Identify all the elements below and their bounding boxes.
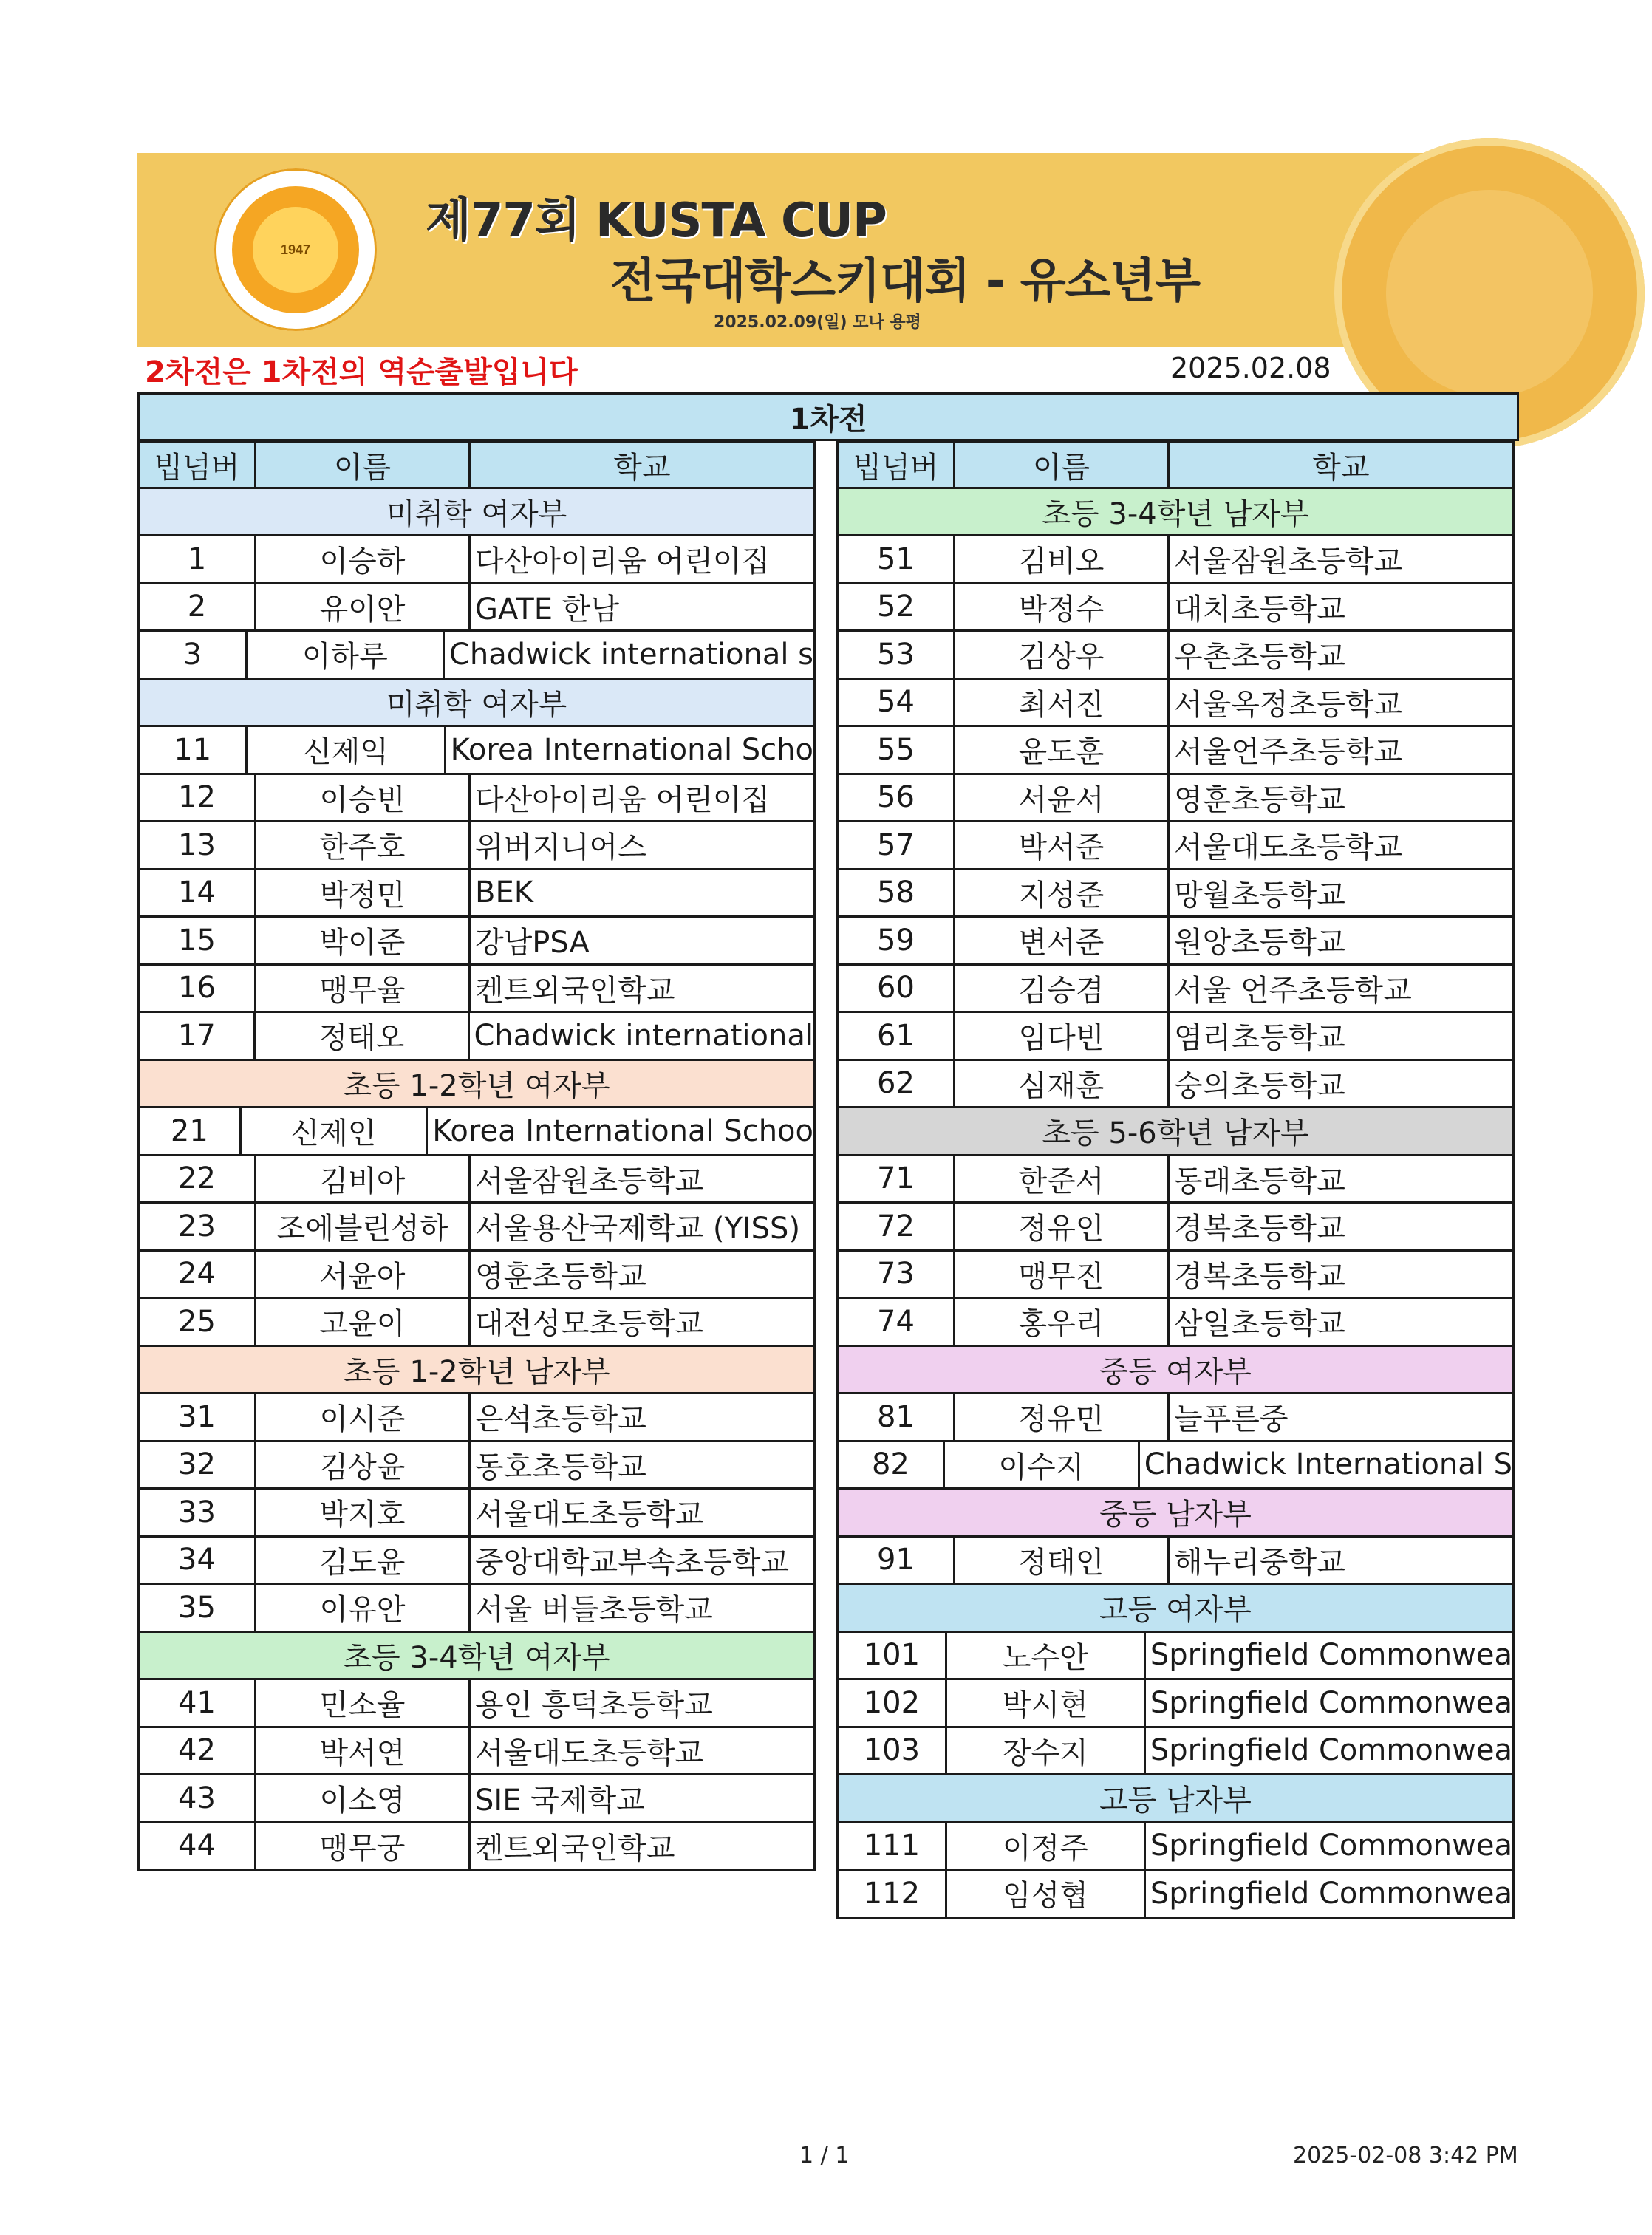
school-name: 서울언주초등학교 — [1174, 735, 1403, 770]
school-name: 강남PSA — [475, 926, 590, 960]
bib-number: 74 — [839, 1299, 955, 1345]
category-row: 초등 3-4학년 여자부 — [137, 1633, 816, 1681]
school-name: Springfield Commonwea — [1150, 1829, 1512, 1863]
bib-number: 53 — [839, 632, 955, 678]
category-row: 미취학 여자부 — [137, 680, 816, 728]
bib-number: 112 — [839, 1871, 947, 1917]
school-name: 서울옥정초등학교 — [1174, 687, 1403, 722]
school-name: Springfield Commonwea — [1150, 1638, 1512, 1673]
table-row — [137, 966, 816, 1014]
school-name: Springfield Commonwea — [1150, 1685, 1512, 1720]
school-name: 숭의초등학교 — [1174, 1068, 1345, 1103]
bib-number: 82 — [839, 1442, 945, 1488]
bib-number: 1 — [140, 536, 256, 582]
table-row — [137, 1108, 816, 1156]
racer-name: 지성준 — [955, 870, 1170, 916]
kusta-logo — [214, 168, 377, 331]
school-name: 삼일초등학교 — [1174, 1307, 1345, 1342]
category-row: 초등 3-4학년 남자부 — [836, 489, 1515, 537]
category-row: 중등 여자부 — [836, 1347, 1515, 1395]
racer-name: 이소영 — [256, 1775, 471, 1821]
table-row — [137, 536, 816, 584]
bib-number: 2 — [140, 584, 256, 630]
table-row — [836, 1823, 1515, 1871]
racer-name: 김도윤 — [256, 1538, 471, 1583]
table-row — [137, 1252, 816, 1300]
table-row — [137, 1490, 816, 1538]
school-name: 대전성모초등학교 — [475, 1307, 704, 1342]
school-name: 서울대도초등학교 — [475, 1498, 704, 1532]
start-list-left — [137, 441, 816, 1871]
bib-number: 24 — [140, 1252, 256, 1297]
racer-name: 김상우 — [955, 632, 1170, 678]
bib-number: 61 — [839, 1013, 955, 1059]
table-row — [137, 1299, 816, 1347]
table-row — [836, 822, 1515, 870]
table-row — [836, 727, 1515, 775]
bib-number: 62 — [839, 1061, 955, 1107]
racer-name: 민소율 — [256, 1680, 471, 1726]
school-name: Korea International Scho — [450, 732, 813, 767]
table-row — [836, 1728, 1515, 1776]
table-row — [137, 632, 816, 680]
bib-number: 16 — [140, 966, 256, 1011]
bib-number: 34 — [140, 1538, 256, 1583]
school-name: 서울잠원초등학교 — [475, 1164, 704, 1198]
school-name: 서울 버들초등학교 — [475, 1593, 713, 1628]
school-name: Chadwick International S — [1144, 1447, 1512, 1482]
table-row — [836, 1013, 1515, 1061]
racer-name: 김승겸 — [955, 966, 1170, 1011]
table-row — [836, 1156, 1515, 1204]
racer-name: 서윤아 — [256, 1252, 471, 1297]
table-row — [836, 680, 1515, 728]
racer-name: 정유민 — [955, 1394, 1170, 1440]
header-banner — [137, 153, 1518, 347]
racer-name: 박서준 — [955, 822, 1170, 868]
school-name: 중앙대학교부속초등학교 — [475, 1545, 790, 1580]
bib-number: 101 — [839, 1633, 947, 1679]
bib-number: 13 — [140, 822, 256, 868]
racer-name: 서윤서 — [955, 775, 1170, 821]
category-row: 초등 5-6학년 남자부 — [836, 1108, 1515, 1156]
column-header-row — [137, 441, 816, 489]
name-header: 이름 — [256, 443, 471, 487]
bib-number: 23 — [140, 1204, 256, 1249]
school-name: 염리초등학교 — [1174, 1021, 1345, 1056]
bib-number: 25 — [140, 1299, 256, 1345]
bib-number: 111 — [839, 1823, 947, 1869]
table-row — [137, 1728, 816, 1776]
table-row — [137, 1585, 816, 1633]
racer-name: 한준서 — [955, 1156, 1170, 1202]
school-name: Springfield Commonwea — [1150, 1733, 1512, 1768]
racer-name: 이승빈 — [256, 775, 471, 821]
bib-number: 57 — [839, 822, 955, 868]
school-name: 영훈초등학교 — [475, 1259, 646, 1294]
bib-number: 33 — [140, 1490, 256, 1535]
table-row — [137, 584, 816, 632]
racer-name: 박시현 — [947, 1680, 1146, 1726]
bib-number: 41 — [140, 1680, 256, 1726]
school-name: 동래초등학교 — [1174, 1164, 1345, 1198]
table-row — [137, 775, 816, 823]
category-row: 미취학 여자부 — [137, 489, 816, 537]
table-row — [836, 1299, 1515, 1347]
table-row — [836, 1680, 1515, 1728]
racer-name: 박이준 — [256, 918, 471, 963]
banner-title-line1: 제77회 KUSTA CUP — [426, 194, 887, 248]
table-row — [836, 1204, 1515, 1252]
table-row — [137, 727, 816, 775]
table-row — [137, 1394, 816, 1442]
bib-number: 42 — [140, 1728, 256, 1774]
table-row — [836, 775, 1515, 823]
school-name: 서울대도초등학교 — [1174, 830, 1403, 865]
table-row — [836, 1442, 1515, 1490]
racer-name: 한주호 — [256, 822, 471, 868]
school-name: 다산아이리움 어린이집 — [475, 545, 771, 579]
print-timestamp: 2025-02-08 3:42 PM — [1293, 2143, 1518, 2169]
racer-name: 임성협 — [947, 1871, 1146, 1917]
racer-name: 김비아 — [256, 1156, 471, 1202]
school-name: 경복초등학교 — [1174, 1259, 1345, 1294]
school-name: Springfield Commonwea — [1150, 1876, 1512, 1911]
racer-name: 김상윤 — [256, 1442, 471, 1488]
racer-name: 장수지 — [947, 1728, 1146, 1774]
school-name: 해누리중학교 — [1174, 1545, 1345, 1580]
table-row — [836, 918, 1515, 966]
school-name: 우촌초등학교 — [1174, 640, 1345, 675]
bib-number: 31 — [140, 1394, 256, 1440]
school-header: 학교 — [471, 443, 813, 487]
banner-title-line2: 전국대학스키대회 - 유소년부 — [610, 254, 1201, 309]
bib-number: 17 — [140, 1013, 256, 1059]
racer-name: 박정수 — [955, 584, 1170, 630]
racer-name: 정태오 — [256, 1013, 469, 1059]
racer-name: 이시준 — [256, 1394, 471, 1440]
category-row: 고등 여자부 — [836, 1585, 1515, 1633]
bib-number: 81 — [839, 1394, 955, 1440]
table-row — [836, 966, 1515, 1014]
bib-number: 102 — [839, 1680, 947, 1726]
category-row: 초등 1-2학년 여자부 — [137, 1061, 816, 1109]
bib-number: 59 — [839, 918, 955, 963]
school-name: 켄트외국인학교 — [475, 1831, 675, 1866]
racer-name: 노수안 — [947, 1633, 1146, 1679]
school-name: 서울대도초등학교 — [475, 1736, 704, 1770]
school-name: 망월초등학교 — [1174, 878, 1345, 912]
table-row — [836, 1394, 1515, 1442]
racer-name: 유이안 — [256, 584, 471, 630]
school-name: Chadwick international — [474, 1018, 813, 1053]
racer-name: 최서진 — [955, 680, 1170, 726]
racer-name: 고윤이 — [256, 1299, 471, 1345]
table-row — [137, 1013, 816, 1061]
school-name: 서울잠원초등학교 — [1174, 545, 1403, 579]
event-date: 2025.02.09(일) 모나 용평 — [714, 313, 921, 332]
bib-number: 58 — [839, 870, 955, 916]
document-date: 2025.02.08 — [1170, 352, 1331, 384]
racer-name: 조에블린성하 — [256, 1204, 471, 1249]
table-row — [137, 1538, 816, 1586]
start-list-right — [836, 441, 1515, 1919]
school-name: 늘푸른중 — [1174, 1402, 1289, 1437]
bib-number: 21 — [140, 1108, 242, 1154]
school-name: 경복초등학교 — [1174, 1212, 1345, 1246]
category-row: 중등 남자부 — [836, 1490, 1515, 1538]
school-name: 서울 언주초등학교 — [1174, 973, 1412, 1008]
round-title: 1차전 — [137, 392, 1519, 441]
school-name: 위버지니어스 — [475, 830, 646, 865]
school-name: 켄트외국인학교 — [475, 973, 675, 1008]
table-row — [137, 1442, 816, 1490]
table-row — [137, 870, 816, 918]
school-name: 영훈초등학교 — [1174, 782, 1345, 817]
bib-number: 44 — [140, 1823, 256, 1869]
racer-name: 심재훈 — [955, 1061, 1170, 1107]
column-header-row — [836, 441, 1515, 489]
racer-name: 홍우리 — [955, 1299, 1170, 1345]
racer-name: 정유인 — [955, 1204, 1170, 1249]
bib-number: 54 — [839, 680, 955, 726]
racer-name: 정태인 — [955, 1538, 1170, 1583]
table-row — [836, 536, 1515, 584]
bib-number: 73 — [839, 1252, 955, 1297]
table-row — [836, 632, 1515, 680]
bib-header: 빕넘버 — [140, 443, 256, 487]
bib-number: 14 — [140, 870, 256, 916]
bib-number: 56 — [839, 775, 955, 821]
racer-name: 김비오 — [955, 536, 1170, 582]
racer-name: 이유안 — [256, 1585, 471, 1631]
school-name: Chadwick international s — [448, 637, 813, 672]
table-row — [137, 822, 816, 870]
bib-number: 32 — [140, 1442, 256, 1488]
table-row — [836, 584, 1515, 632]
racer-name: 맹무율 — [256, 966, 471, 1011]
school-header: 학교 — [1170, 443, 1512, 487]
school-name: GATE 한남 — [475, 592, 619, 627]
school-name: SIE 국제학교 — [475, 1784, 645, 1818]
table-row — [836, 1061, 1515, 1109]
racer-name: 박서연 — [256, 1728, 471, 1774]
school-name: Korea International Schoo — [432, 1113, 813, 1148]
bib-number: 35 — [140, 1585, 256, 1631]
table-row — [137, 1156, 816, 1204]
racer-name: 이승하 — [256, 536, 471, 582]
bib-number: 52 — [839, 584, 955, 630]
table-row — [137, 1204, 816, 1252]
bib-number: 72 — [839, 1204, 955, 1249]
racer-name: 이수지 — [945, 1442, 1140, 1488]
table-row — [137, 1823, 816, 1871]
table-row — [137, 1775, 816, 1823]
racer-name: 변서준 — [955, 918, 1170, 963]
logo-year: 1947 — [280, 242, 311, 257]
racer-name: 이하루 — [248, 632, 445, 678]
racer-name: 박지호 — [256, 1490, 471, 1535]
school-name: 동호초등학교 — [475, 1450, 646, 1484]
racer-name: 맹무진 — [955, 1252, 1170, 1297]
table-row — [836, 1252, 1515, 1300]
category-row: 초등 1-2학년 남자부 — [137, 1347, 816, 1395]
bib-number: 71 — [839, 1156, 955, 1202]
bib-number: 91 — [839, 1538, 955, 1583]
name-header: 이름 — [955, 443, 1170, 487]
school-name: 은석초등학교 — [475, 1402, 646, 1437]
racer-name: 신제인 — [242, 1108, 428, 1154]
school-name: BEK — [475, 876, 533, 910]
category-row: 고등 남자부 — [836, 1775, 1515, 1823]
racer-name: 박정민 — [256, 870, 471, 916]
racer-name: 윤도훈 — [955, 727, 1170, 773]
table-row — [137, 1680, 816, 1728]
bib-number: 103 — [839, 1728, 947, 1774]
bib-number: 55 — [839, 727, 955, 773]
table-row — [836, 1633, 1515, 1681]
racer-name: 신제익 — [248, 727, 446, 773]
school-name: 서울용산국제학교 (YISS) — [475, 1212, 801, 1246]
school-name: 용인 흥덕초등학교 — [475, 1688, 713, 1723]
racer-name: 이정주 — [947, 1823, 1146, 1869]
table-row — [836, 1871, 1515, 1919]
bib-number: 60 — [839, 966, 955, 1011]
school-name: 원앙초등학교 — [1174, 926, 1345, 960]
bib-number: 11 — [140, 727, 248, 773]
bib-number: 43 — [140, 1775, 256, 1821]
bib-header: 빕넘버 — [839, 443, 955, 487]
school-name: 다산아이리움 어린이집 — [475, 782, 771, 817]
bib-number: 15 — [140, 918, 256, 963]
school-name: 대치초등학교 — [1174, 592, 1345, 627]
bib-number: 51 — [839, 536, 955, 582]
bib-number: 22 — [140, 1156, 256, 1202]
bib-number: 12 — [140, 775, 256, 821]
table-row — [836, 870, 1515, 918]
racer-name: 임다빈 — [955, 1013, 1170, 1059]
racer-name: 맹무궁 — [256, 1823, 471, 1869]
reverse-start-notice: 2차전은 1차전의 역순출발입니다 — [145, 355, 578, 389]
table-row — [836, 1538, 1515, 1586]
table-row — [137, 918, 816, 966]
logo-center — [253, 207, 338, 293]
page-number: 1 / 1 — [799, 2143, 850, 2169]
bib-number: 3 — [140, 632, 248, 678]
